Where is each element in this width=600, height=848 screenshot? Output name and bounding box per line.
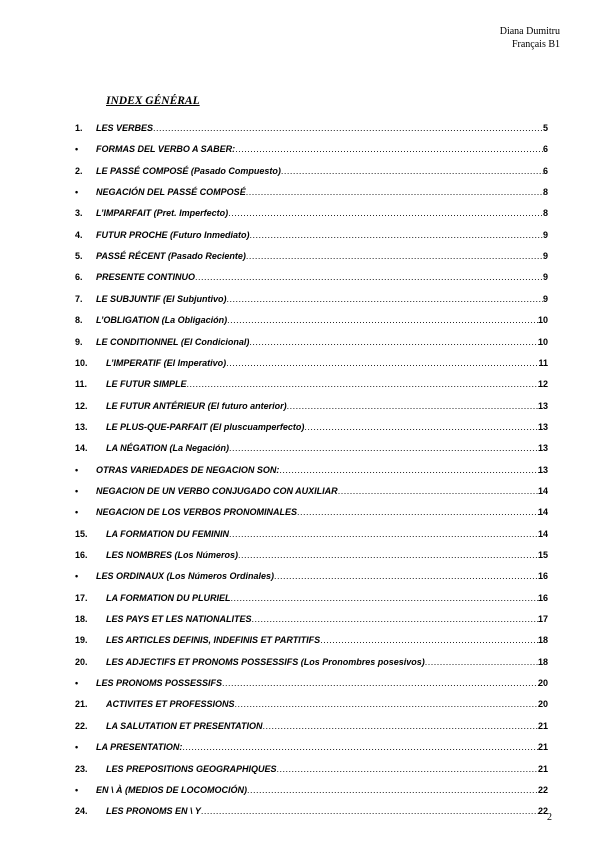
toc-page-number	[538, 376, 548, 392]
toc-label: NEGACIÓN DEL PASSÉ COMPOSÉ	[96, 187, 246, 198]
toc-leader-dots	[246, 184, 544, 200]
toc-number: 9.	[75, 336, 83, 347]
toc-number: 1.	[75, 123, 83, 133]
toc-label: LE FUTUR SIMPLE	[106, 379, 187, 390]
toc-row[interactable]	[0, 227, 600, 243]
toc-page-value: 16	[537, 592, 548, 603]
toc-entry	[106, 654, 540, 670]
toc-leader-dots	[227, 312, 540, 328]
toc-page-number	[538, 355, 548, 371]
toc-number: 18.	[75, 614, 88, 625]
toc-number: 22.	[75, 720, 88, 731]
toc-row[interactable]	[0, 739, 600, 755]
toc-row[interactable]	[0, 205, 600, 221]
toc-entry	[106, 611, 540, 627]
toc-leader-dots	[277, 761, 540, 777]
toc-entry	[96, 141, 544, 157]
toc-page-value: 5	[542, 123, 548, 133]
toc-label: LES PREPOSITIONS GEOGRAPHIQUES	[106, 763, 277, 774]
toc-number: 15.	[75, 528, 88, 539]
toc-entry	[106, 398, 540, 414]
toc-entry	[106, 547, 540, 563]
toc-label: PASSÉ RÉCENT (Pasado Reciente)	[96, 251, 246, 262]
author-name: Diana Dumitru	[499, 26, 560, 37]
toc-row[interactable]	[0, 632, 600, 648]
toc-page-value: 10	[537, 336, 548, 347]
toc-leader-dots	[338, 483, 540, 499]
toc-leader-dots	[320, 632, 540, 648]
toc-number: 12.	[75, 400, 88, 411]
toc-page-value: 18	[537, 635, 548, 646]
toc-leader-dots	[228, 205, 544, 221]
toc-page-number	[543, 227, 548, 243]
toc-number: •	[75, 784, 79, 795]
toc-row[interactable]	[0, 547, 600, 563]
toc-leader-dots	[274, 568, 540, 584]
toc-row[interactable]	[0, 568, 600, 584]
toc-page-number	[538, 547, 548, 563]
toc-leader-dots	[235, 696, 540, 712]
toc-page-value: 13	[537, 421, 548, 432]
toc-page-value: 21	[537, 720, 548, 731]
toc-page-number	[543, 184, 548, 200]
toc-row[interactable]	[0, 376, 600, 392]
toc-page-value: 22	[537, 806, 548, 817]
page-number: 2	[547, 812, 552, 823]
toc-entry	[106, 440, 540, 456]
toc-leader-dots	[247, 782, 540, 798]
toc-label: ACTIVITES ET PROFESSIONS	[106, 699, 235, 710]
toc-number: •	[75, 742, 79, 753]
toc-label: L’IMPERATIF (El Imperativo)	[106, 357, 227, 368]
toc-label: LE SUBJUNTIF (El Subjuntivo)	[96, 293, 227, 304]
toc-row[interactable]	[0, 611, 600, 627]
toc-number: •	[75, 507, 79, 518]
toc-label: FORMAS DEL VERBO A SABER:	[96, 144, 236, 155]
toc-page-value: 11	[538, 357, 548, 368]
toc-entry	[106, 632, 540, 648]
toc-label: EN \ À (MEDIOS DE LOCOMOCIÓN)	[96, 784, 248, 795]
toc-row[interactable]	[0, 483, 600, 499]
toc-page-number	[538, 440, 548, 456]
toc-row[interactable]	[0, 334, 600, 350]
toc-entry	[96, 675, 540, 691]
toc-number: 21.	[75, 699, 88, 710]
toc-page-value: 13	[537, 464, 548, 475]
toc-number: 20.	[75, 656, 88, 667]
toc-row[interactable]	[0, 718, 600, 734]
toc-number: 6.	[75, 272, 83, 283]
toc-label: LES ORDINAUX (Los Números Ordinales)	[96, 571, 275, 582]
toc-page-value: 9	[542, 229, 548, 240]
toc-number: •	[75, 187, 79, 198]
toc-page-number	[543, 163, 548, 179]
toc-row[interactable]	[0, 761, 600, 777]
toc-entry	[96, 248, 544, 264]
toc-page-value: 14	[537, 485, 548, 496]
toc-leader-dots	[229, 440, 540, 456]
toc-entry	[106, 590, 540, 606]
toc-page-number	[538, 312, 548, 328]
toc-page-number	[538, 654, 548, 670]
toc-page-value: 9	[542, 251, 548, 262]
toc-page-value: 20	[537, 699, 548, 710]
toc-entry	[106, 526, 540, 542]
toc-page-value: 6	[542, 165, 548, 176]
toc-page-value: 21	[537, 763, 548, 774]
toc-label: LE PLUS-QUE-PARFAIT (El pluscuamperfecto)	[106, 421, 305, 432]
toc-page-value: 15	[537, 550, 548, 560]
toc-page-number	[538, 761, 548, 777]
toc-page-value: 13	[537, 443, 548, 454]
toc-entry	[96, 739, 540, 755]
toc-entry	[96, 227, 544, 243]
toc-page-number	[538, 739, 548, 755]
toc-leader-dots	[153, 120, 544, 136]
toc-entry	[106, 355, 540, 371]
toc-page-number	[538, 696, 548, 712]
toc-row[interactable]	[0, 504, 600, 520]
toc-page-number	[538, 568, 548, 584]
toc-row[interactable]	[0, 312, 600, 328]
toc-row[interactable]	[0, 526, 600, 542]
toc-row[interactable]	[0, 184, 600, 200]
toc-number: 3.	[75, 208, 83, 219]
toc-page-value: 10	[537, 315, 548, 326]
toc-page-number	[538, 611, 548, 627]
toc-leader-dots	[201, 803, 540, 819]
toc-row[interactable]	[0, 163, 600, 179]
toc-leader-dots	[231, 590, 541, 606]
toc-page-number	[538, 504, 548, 520]
toc-page-number	[538, 419, 548, 435]
toc-leader-dots	[304, 419, 540, 435]
toc-entry	[96, 291, 544, 307]
toc-page-value: 22	[537, 784, 548, 795]
toc-entry	[96, 782, 540, 798]
toc-page-number	[538, 398, 548, 414]
toc-number: 2.	[75, 165, 83, 176]
toc-entry	[96, 462, 540, 478]
toc-leader-dots	[227, 291, 545, 307]
toc-page-value: 14	[537, 507, 548, 518]
toc-page-number	[538, 632, 548, 648]
toc-label: LES PRONOMS EN \ Y	[106, 806, 201, 817]
toc-page-number	[538, 334, 548, 350]
toc-row[interactable]	[0, 248, 600, 264]
toc-page-value: 9	[542, 293, 548, 304]
toc-entry	[96, 163, 544, 179]
toc-row[interactable]	[0, 782, 600, 798]
toc-leader-dots	[279, 462, 540, 478]
toc-number: 10.	[75, 357, 88, 368]
toc-number: •	[75, 485, 79, 496]
toc-number: 23.	[75, 763, 88, 774]
toc-page-value: 14	[537, 528, 548, 539]
toc-leader-dots	[249, 334, 540, 350]
toc-number: 8.	[75, 315, 83, 326]
toc-number: 4.	[75, 229, 83, 240]
toc-page-number	[538, 718, 548, 734]
toc-label: LA FORMATION DU PLURIEL	[106, 592, 231, 603]
toc-number: 7.	[75, 293, 83, 304]
toc-label: NEGACION DE UN VERBO CONJUGADO CON AUXILIAR	[96, 485, 338, 496]
toc-label: OTRAS VARIEDADES DE NEGACION SON:	[96, 464, 280, 475]
toc-page-value: 21	[537, 742, 548, 753]
toc-number: •	[75, 464, 79, 475]
toc-page-number	[543, 291, 548, 307]
toc-label: LES NOMBRES (Los Números)	[106, 550, 239, 560]
toc-label: NEGACION DE LOS VERBOS PRONOMINALES	[96, 507, 298, 518]
toc-label: LES ADJECTIFS ET PRONOMS POSSESSIFS (Los Pronombres posesivos)	[106, 656, 425, 667]
toc-leader-dots	[425, 654, 540, 670]
toc-leader-dots	[250, 227, 545, 243]
toc-row[interactable]	[0, 355, 600, 371]
toc-row[interactable]	[0, 462, 600, 478]
toc-leader-dots	[287, 398, 540, 414]
toc-row[interactable]	[0, 141, 600, 157]
toc-label: LES PAYS ET LES NATIONALITES	[106, 614, 252, 625]
toc-row[interactable]	[0, 398, 600, 414]
toc-leader-dots	[235, 141, 544, 157]
toc-leader-dots	[281, 163, 544, 179]
toc-page-value: 12	[537, 379, 548, 390]
toc-row[interactable]	[0, 269, 600, 285]
toc-row[interactable]	[0, 803, 600, 819]
toc-page-number	[538, 483, 548, 499]
toc-page-number	[538, 590, 548, 606]
toc-page-number	[543, 269, 548, 285]
toc-page-number	[543, 120, 548, 136]
toc-label: LES ARTICLES DEFINIS, INDEFINIS ET PARTITIFS	[106, 635, 321, 646]
toc-number: 5.	[75, 251, 83, 262]
toc-number: 11.	[75, 379, 88, 390]
toc-leader-dots	[195, 269, 544, 285]
toc-page-number	[543, 205, 548, 221]
toc-leader-dots	[229, 526, 540, 542]
toc-page-number	[538, 782, 548, 798]
toc-number: 17.	[75, 592, 88, 603]
toc-entry	[96, 568, 540, 584]
toc-entry	[96, 483, 540, 499]
toc-page-number	[538, 675, 548, 691]
toc-page-value: 9	[542, 272, 548, 283]
toc-row[interactable]	[0, 590, 600, 606]
toc-label: LA PRESENTATION:	[96, 742, 183, 753]
toc-leader-dots	[182, 739, 540, 755]
toc-label: L’IMPARFAIT (Pret. Imperfecto)	[96, 208, 229, 219]
toc-leader-dots	[187, 376, 541, 392]
toc-row[interactable]	[0, 440, 600, 456]
toc-number: 19.	[75, 635, 88, 646]
toc-label: LA NÉGATION (La Negación)	[106, 443, 230, 454]
toc-number: 14.	[75, 443, 88, 454]
toc-label: LA FORMATION DU FEMININ	[106, 528, 229, 539]
toc-page-value: 20	[537, 678, 548, 689]
toc-page-number	[538, 526, 548, 542]
toc-entry	[106, 376, 540, 392]
toc-page-value: 8	[542, 187, 548, 198]
toc-number: 16.	[75, 550, 88, 560]
toc-page-number	[538, 462, 548, 478]
toc-leader-dots	[238, 547, 540, 563]
toc-leader-dots	[252, 611, 540, 627]
toc-label: LES VERBES	[96, 123, 154, 133]
toc-page-number	[543, 248, 548, 264]
toc-row[interactable]	[0, 675, 600, 691]
toc-leader-dots	[263, 718, 541, 734]
toc-row[interactable]	[0, 654, 600, 670]
toc-page-number	[543, 141, 548, 157]
toc-number: 24.	[75, 806, 88, 817]
toc-row[interactable]	[0, 419, 600, 435]
toc-entry	[106, 761, 540, 777]
toc-entry	[96, 334, 540, 350]
toc-leader-dots	[226, 355, 540, 371]
toc-entry	[96, 184, 544, 200]
toc-label: LE PASSÉ COMPOSÉ (Pasado Compuesto)	[96, 165, 281, 176]
toc-page-value: 8	[542, 208, 548, 219]
toc-entry	[96, 269, 544, 285]
toc-row[interactable]	[0, 291, 600, 307]
page-header	[500, 25, 560, 51]
toc-number: •	[75, 678, 79, 689]
toc-page-value: 13	[537, 400, 548, 411]
toc-label: PRESENTE CONTINUO	[96, 272, 196, 283]
toc-label: LE FUTUR ANTÉRIEUR (El futuro anterior)	[106, 400, 287, 411]
toc-page-value: 18	[537, 656, 548, 667]
toc-leader-dots	[297, 504, 540, 520]
toc-entry	[96, 205, 544, 221]
toc-number: •	[75, 144, 79, 155]
toc-row[interactable]	[0, 696, 600, 712]
toc-entry	[96, 120, 544, 136]
toc-page-value: 17	[537, 614, 548, 625]
toc-entry	[106, 718, 540, 734]
toc-page-value: 6	[542, 144, 548, 155]
toc-entry	[96, 504, 540, 520]
course-name: Français B1	[511, 39, 560, 50]
toc-row[interactable]	[0, 120, 600, 136]
toc-leader-dots	[222, 675, 540, 691]
toc-entry	[106, 696, 540, 712]
toc-label: LA SALUTATION ET PRESENTATION	[106, 720, 263, 731]
toc-number: •	[75, 571, 79, 582]
toc-entry	[106, 419, 540, 435]
toc-number: 13.	[75, 421, 88, 432]
toc-label: L’OBLIGATION (La Obligación)	[96, 315, 228, 326]
toc-leader-dots	[246, 248, 544, 264]
toc-entry	[106, 803, 540, 819]
index-title: INDEX GÉNÉRAL	[106, 95, 200, 107]
toc-entry	[96, 312, 540, 328]
toc-label: FUTUR PROCHE (Futuro Inmediato)	[96, 229, 250, 240]
toc-page-value: 16	[537, 571, 548, 582]
toc-label: LE CONDITIONNEL (El Condicional)	[96, 336, 250, 347]
toc-label: LES PRONOMS POSSESSIFS	[96, 678, 223, 689]
